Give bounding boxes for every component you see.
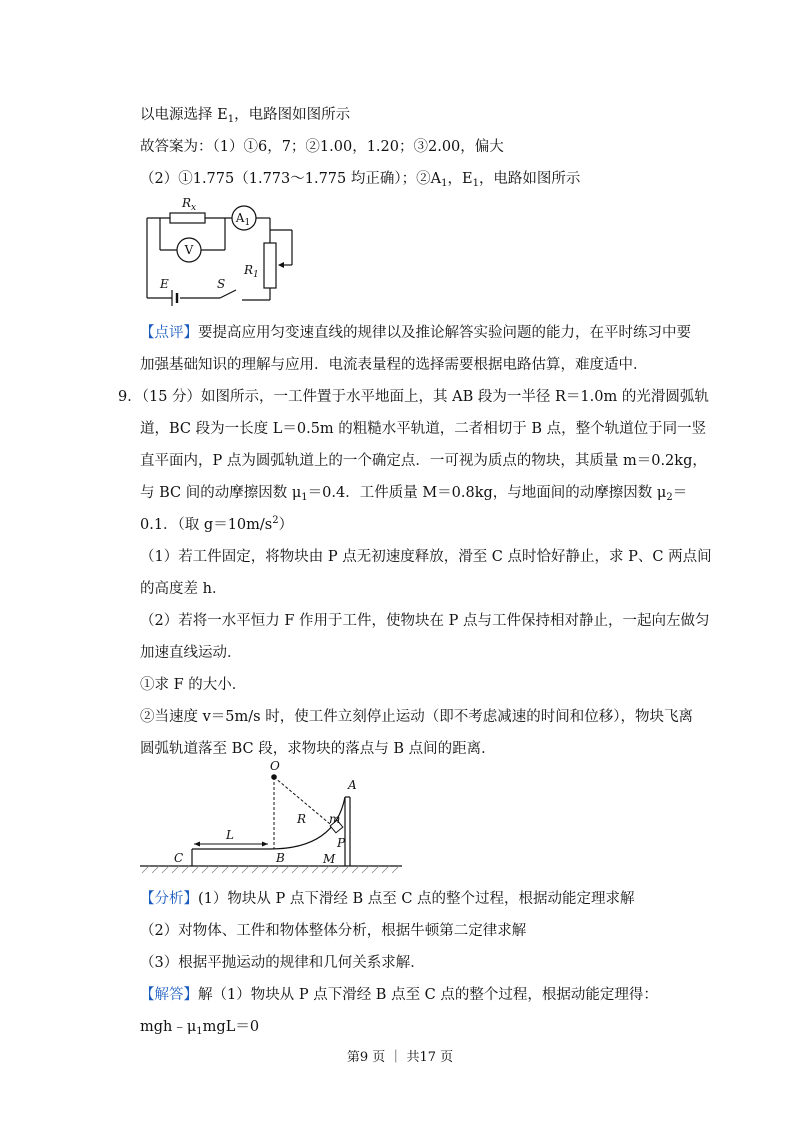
- circuit-diagram: [130, 188, 310, 313]
- problem-9-line-2: 道，BC 段为一长度 L＝0.5m 的粗糙水平轨道，二者相切于 B 点，整个轨道位于同一竖: [140, 421, 707, 437]
- review-line-2: 加强基础知识的理解与应用．电流表量程的选择需要根据电路估算，难度适中．: [140, 357, 648, 373]
- s-label: S: [217, 277, 226, 291]
- review-line-1: 【点评】要提高应用匀变速直线的规律以及推论解答实验问题的能力，在平时练习中要: [140, 325, 691, 341]
- voltmeter-label: V: [184, 243, 194, 257]
- label-p: P: [337, 836, 346, 850]
- question-2-part-1: ①求 F 的大小．: [140, 677, 247, 693]
- track-diagram: [140, 757, 405, 882]
- label-l: L: [226, 828, 234, 842]
- label-c: C: [174, 851, 184, 865]
- label-b: B: [276, 851, 285, 865]
- analysis-line-2: （2）对物体、工件和物体整体分析，根据牛顿第二定律求解: [140, 923, 527, 939]
- review-tag: 【点评】: [140, 325, 198, 341]
- label-a: A: [348, 778, 357, 792]
- answer-line-2: （2）①1.775（1.773～1.775 均正确）；$②A_1$，$E_1$，电路如图所示: [140, 171, 581, 189]
- problem-9-line-5: 0.1．（取 $g=10m/s^2$）: [140, 515, 294, 533]
- solution-line-1: 【解答】解（1）物块从 P 点下滑经 B 点至 C 点的整个过程，根据动能定理得：: [140, 987, 658, 1003]
- text-line-1: 以电源选择 $E_1$，电路图如图所示: [140, 107, 351, 125]
- answer-line: 故答案为：（1）①6，7；②1.00，1.20；③2.00，偏大: [140, 139, 504, 155]
- page-footer: 第9 页 ｜ 共17 页: [346, 1050, 454, 1065]
- label-r: R: [297, 812, 307, 826]
- analysis-tag: 【分析】: [140, 891, 198, 907]
- problem-9-line-3: 直平面内，P 点为圆弧轨道上的一个确定点．一可视为质点的物块，其质量 m＝0.2kg，: [140, 453, 707, 469]
- problem-9-line-1: 9．（15 分）如图所示，一工件置于水平地面上，其 AB 段为一半径 R＝1.0m 的光滑圆弧轨: [118, 389, 709, 405]
- ammeter-label: $A_1$: [235, 211, 251, 228]
- question-2-line-2: 加速直线运动．: [140, 645, 242, 661]
- problem-number: 9．: [118, 389, 142, 405]
- rx-label: $R_x$: [182, 196, 197, 213]
- solution-tag: 【解答】: [140, 987, 198, 1003]
- solution-equation: $mgh﹣\mu_1mgL=0$: [140, 1019, 260, 1037]
- r1-label: $R_1$: [244, 263, 259, 280]
- label-o: O: [270, 759, 280, 773]
- label-mm: M: [323, 852, 336, 866]
- question-2-part-2-line-1: ②当速度 v＝5m/s 时，使工件立刻停止运动（即不考虑减速的时间和位移），物块飞离: [140, 709, 693, 725]
- label-m: m: [329, 812, 341, 826]
- e-label: E: [160, 277, 169, 291]
- analysis-line-1: 【分析】(1）物块从 P 点下滑经 B 点至 C 点的整个过程，根据动能定理求解: [140, 891, 635, 907]
- question-1-line-1: （1）若工件固定，将物块由 P 点无初速度释放，滑至 C 点时恰好静止，求 P、C 两点间: [140, 549, 712, 565]
- question-2-part-2-line-2: 圆弧轨道落至 BC 段，求物块的落点与 B 点间的距离．: [140, 741, 496, 757]
- analysis-line-3: （3）根据平抛运动的规律和几何关系求解．: [140, 955, 425, 971]
- problem-9-line-4: 与 BC 间的动摩擦因数 $\mu_1=0.4$．工件质量 M＝0.8kg，与地面间的动摩擦因数 $\mu_2=$: [140, 485, 688, 503]
- question-1-line-2: 的高度差 h．: [140, 581, 227, 597]
- question-2-line-1: （2）若将一水平恒力 F 作用于工件，使物块在 P 点与工件保持相对静止，一起向左做匀: [140, 613, 710, 629]
